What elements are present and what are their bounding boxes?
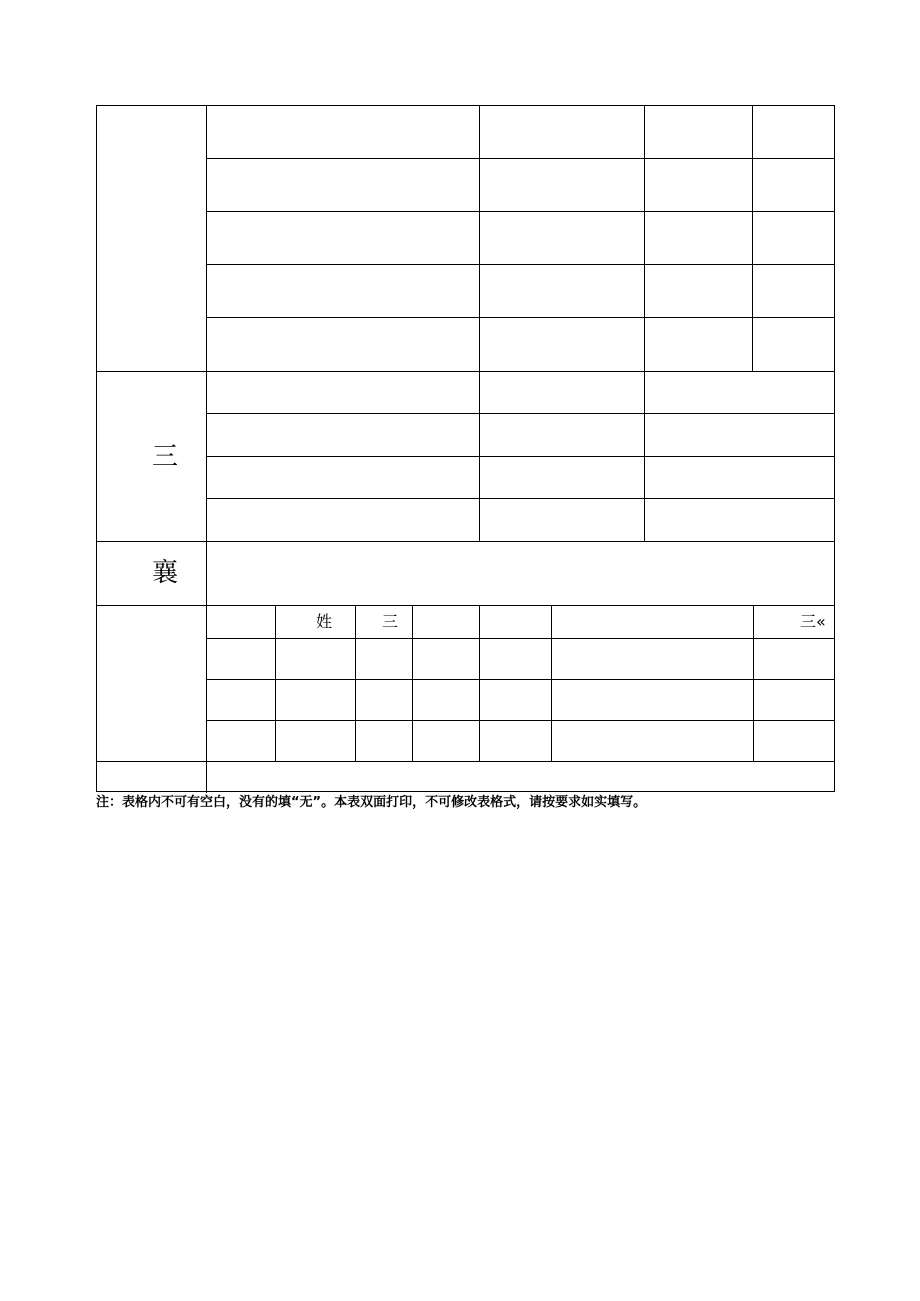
section-label-2: 三 bbox=[152, 442, 179, 472]
column-divider bbox=[355, 605, 356, 761]
column-divider bbox=[644, 371, 645, 541]
row-divider bbox=[206, 638, 835, 639]
registration-form-table bbox=[96, 105, 835, 792]
column-divider bbox=[206, 371, 207, 541]
section-divider bbox=[97, 371, 835, 372]
column-divider bbox=[206, 605, 207, 793]
row-divider bbox=[206, 264, 835, 265]
form-footnote: 注：表格内不可有空白，没有的填“无”。本表双面打印，不可修改表格式，请按要求如实填写。 bbox=[96, 795, 647, 810]
column-divider bbox=[479, 605, 480, 761]
column-divider bbox=[206, 106, 207, 371]
family-header-last: 三« bbox=[800, 612, 826, 631]
column-divider bbox=[275, 605, 276, 761]
row-divider bbox=[206, 498, 835, 499]
column-divider bbox=[479, 106, 480, 371]
family-header-relation: 三 bbox=[382, 612, 399, 631]
row-divider bbox=[206, 211, 835, 212]
section-label-3: 襄 bbox=[152, 558, 179, 588]
row-divider bbox=[206, 413, 835, 414]
family-header-name: 姓 bbox=[316, 612, 333, 631]
column-divider bbox=[752, 106, 753, 371]
column-divider bbox=[753, 605, 754, 761]
section-divider bbox=[97, 541, 835, 542]
column-divider bbox=[206, 541, 207, 605]
section-divider bbox=[97, 605, 835, 606]
column-divider bbox=[412, 605, 413, 761]
row-divider bbox=[206, 456, 835, 457]
row-divider bbox=[206, 679, 835, 680]
column-divider bbox=[479, 371, 480, 541]
section-divider bbox=[97, 761, 835, 762]
column-divider bbox=[551, 605, 552, 761]
row-divider bbox=[206, 317, 835, 318]
column-divider bbox=[644, 106, 645, 371]
row-divider bbox=[206, 720, 835, 721]
row-divider bbox=[206, 158, 835, 159]
